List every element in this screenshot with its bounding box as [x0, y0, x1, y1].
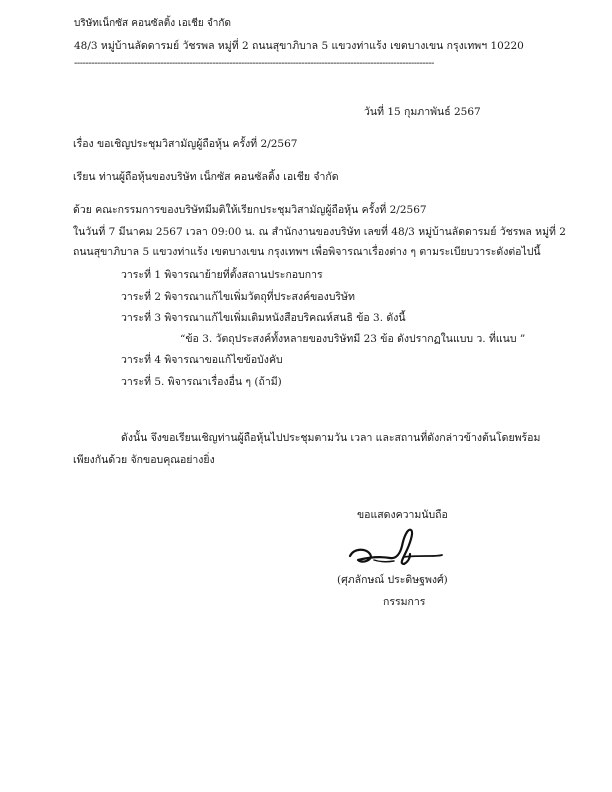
- closing-regards: ขอแสดงความนับถือ: [357, 509, 448, 521]
- signature-image: [344, 524, 444, 572]
- agenda-item-4: วาระที่ 4 พิจารณาขอแก้ไขข้อบังคับ: [121, 354, 283, 366]
- closing-line-1: ดังนั้น จึงขอเรียนเชิญท่านผู้ถือหุ้นไปประชุมตามวัน เวลา และสถานที่ดังกล่าวข้างต้นโดยพร้อม: [121, 432, 541, 444]
- signer-name: (ศุภลักษณ์ ประดิษฐพงศ์): [337, 574, 448, 586]
- signer-title: กรรมการ: [383, 596, 426, 608]
- letter-recipient: เรียน ท่านผู้ถือหุ้นของบริษัท เน็กซัส คอนซัลติ้ง เอเชีย จำกัด: [73, 171, 339, 183]
- agenda-item-5: วาระที่ 5. พิจารณาเรื่องอื่น ๆ (ถ้ามี): [121, 376, 282, 388]
- body-line-2: ในวันที่ 7 มีนาคม 2567 เวลา 09:00 น. ณ สำนักงานของบริษัท เลขที่ 48/3 หมู่บ้านลัดดารมย์ วัชรพล หมู่ที่ 2: [73, 226, 566, 238]
- header-divider: -----------------------------------------------------------------------------------------------------------------------------: [74, 58, 434, 69]
- agenda-item-1: วาระที่ 1 พิจารณาย้ายที่ตั้งสถานประกอบการ: [121, 269, 323, 281]
- agenda-item-3-quote: “ข้อ 3. วัตถุประสงค์ทั้งหลายของบริษัทมี 23 ข้อ ดังปรากฏในแบบ ว. ที่แนบ ”: [180, 333, 526, 345]
- company-name: บริษัทเน็กซัส คอนซัลติ้ง เอเชีย จำกัด: [74, 18, 231, 29]
- closing-line-2: เพียงกันด้วย จักขอบคุณอย่างยิ่ง: [73, 454, 215, 466]
- letter-date: วันที่ 15 กุมภาพันธ์ 2567: [364, 106, 481, 118]
- agenda-item-2: วาระที่ 2 พิจารณาแก้ไขเพิ่มวัตถุที่ประสงค์ของบริษัท: [121, 291, 355, 303]
- body-line-3: ถนนสุขาภิบาล 5 แขวงท่าแร้ง เขตบางเขน กรุงเทพฯ เพื่อพิจารณาเรื่องต่าง ๆ ตามระเบียบวาระดังต่อไปนี้: [73, 246, 541, 258]
- body-line-1: ด้วย คณะกรรมการของบริษัทมีมติให้เรียกประชุมวิสามัญผู้ถือหุ้น ครั้งที่ 2/2567: [73, 204, 427, 216]
- company-address: 48/3 หมู่บ้านลัดดารมย์ วัชรพล หมู่ที่ 2 ถนนสุขาภิบาล 5 แขวงท่าแร้ง เขตบางเขน กรุงเทพฯ 10220: [74, 40, 524, 52]
- agenda-item-3: วาระที่ 3 พิจารณาแก้ไขเพิ่มเติมหนังสือบริคณห์สนธิ ข้อ 3. ดังนี้: [121, 312, 406, 324]
- letter-subject: เรื่อง ขอเชิญประชุมวิสามัญผู้ถือหุ้น ครั้งที่ 2/2567: [73, 138, 298, 150]
